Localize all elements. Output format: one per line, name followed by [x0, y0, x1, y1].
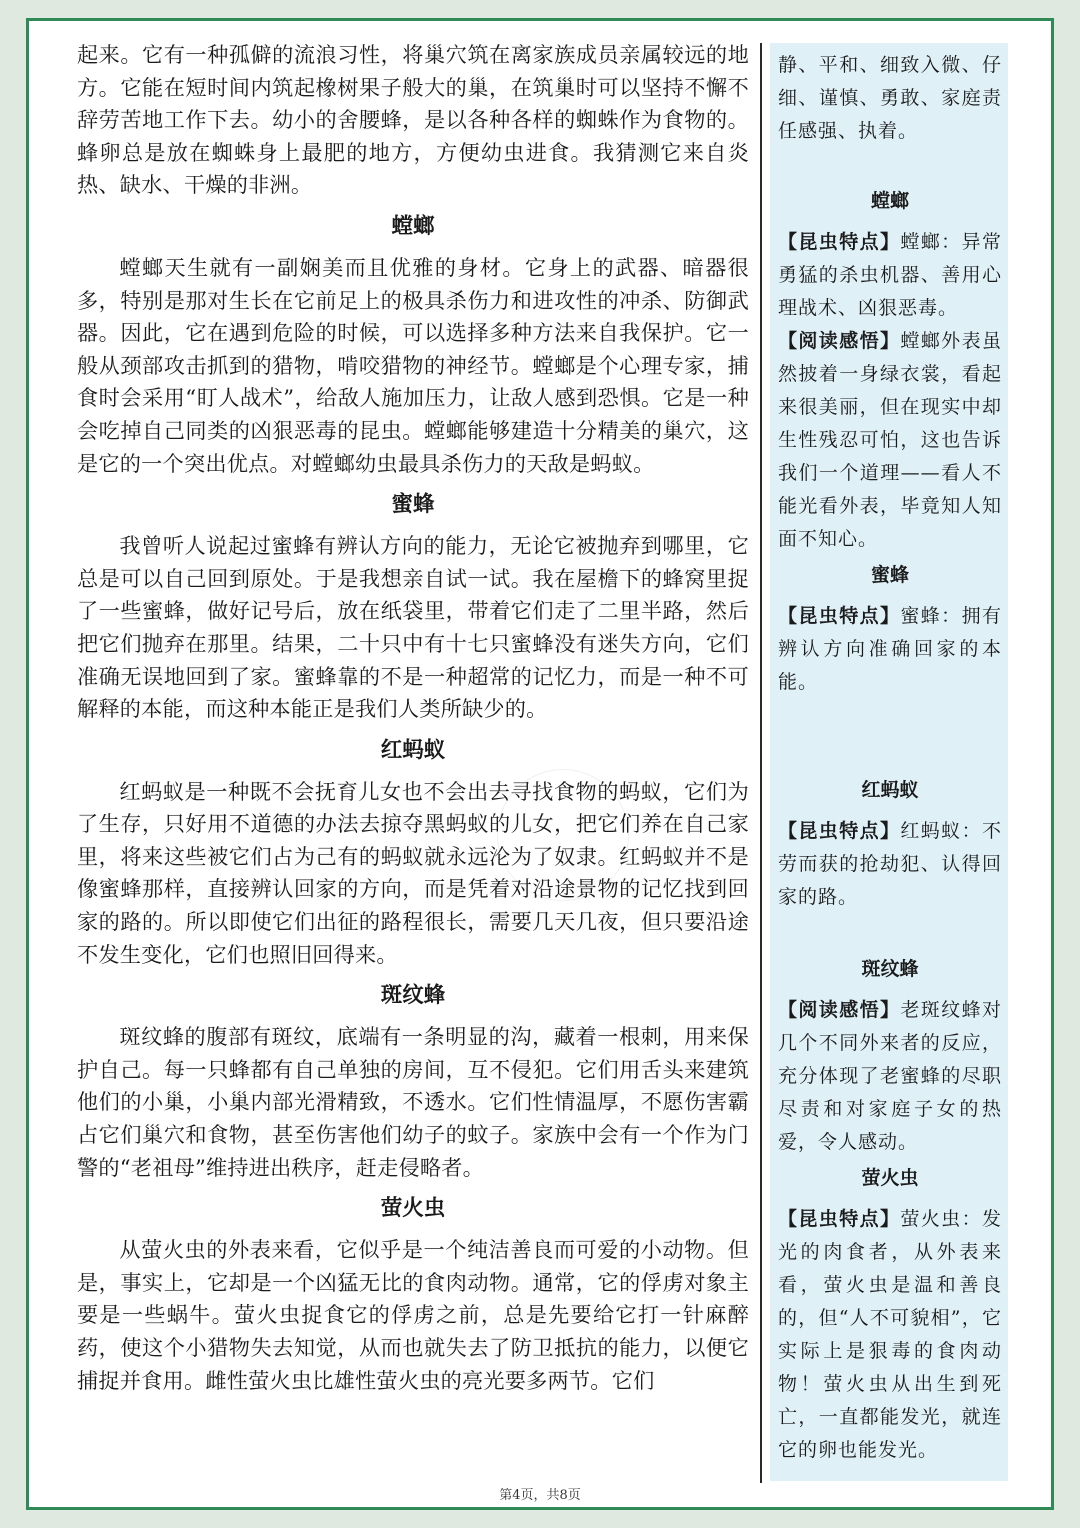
- side-title-red-ant: 红蚂蚁: [861, 779, 919, 801]
- watermark-seal: [497, 769, 629, 901]
- section-title-mantis: 螳螂: [391, 213, 435, 239]
- column-divider: [760, 43, 762, 1483]
- note-tag: 【昆虫特点】: [778, 820, 901, 842]
- side-note-bee-feature: [778, 600, 1002, 699]
- side-note-striped-bee-insight: [778, 994, 1002, 1159]
- section-body-mantis: 螳螂天生就有一副娴美而且优雅的身材。它身上的武器、暗器很多，特别是那对生长在它前足上的极具杀伤力和进攻性的冲杀、防御武器。因此，它在遇到危险的时候，可以选择多种方法来自我保护。它一般从颈部攻击抓到的猎物，啃咬猎物的神经节。螳螂是个心理专家，捕食时会采用“盯人战术”，给敌人施加压力，让敌人感到恐惧。它是一种会吃掉自己同类的凶狠恶毒的昆虫。螳螂能够建造十分精美的巢穴，这是它的一个突出优点。对螳螂幼虫最具杀伤力的天敌是蚂蚁。: [77, 254, 749, 476]
- side-note-mantis-insight: [778, 325, 1002, 556]
- side-note-red-ant-feature: [778, 815, 1002, 914]
- side-title-mantis: 螳螂: [870, 190, 909, 212]
- section-title-striped-bee: 斑纹蜂: [380, 983, 446, 1009]
- note-tag: 【阅读感悟】: [778, 330, 901, 352]
- section-title-bee: 蜜蜂: [391, 492, 435, 518]
- side-note-mantis-feature: [778, 226, 1002, 325]
- note-text: 萤火虫：发光的肉食者，从外表来看，萤火虫是温和善良的，但“人不可貌相”，它实际上是狠毒的食肉动物！萤火虫从出生到死亡，一直都能发光，就连它的卵也能发光。: [778, 1208, 1002, 1461]
- section-body-firefly: 从萤火虫的外表来看，它似乎是一个纯洁善良而可爱的小动物。但是，事实上，它却是一个凶猛无比的食肉动物。通常，它的俘虏对象主要是一些蜗牛。萤火虫捉食它的俘虏之前，总是先要给它打一针麻醉药，使这个小猎物失去知觉，从而也就失去了防卫抵抗的能力，以便它捕捉并食用。雌性萤火虫比雄性萤火虫的亮光要多两节。它们: [77, 1237, 749, 1393]
- note-tag: 【昆虫特点】: [778, 605, 901, 627]
- sidebar-notes: [770, 43, 1008, 1481]
- note-text: 螳螂外表虽然披着一身绿衣裳，看起来很美丽，但在现实中却生性残忍可怕，这也告诉我们一个道理——看人不能光看外表，毕竟知人知面不知心。: [778, 330, 1002, 550]
- page-frame: [26, 18, 1054, 1510]
- note-tag: 【昆虫特点】: [778, 1208, 901, 1230]
- note-text: 老斑纹蜂对几个不同外来者的反应，充分体现了老蜜蜂的尽职尽责和对家庭子女的热爱，令人感动。: [778, 999, 1002, 1153]
- note-text: 红蚂蚁：不劳而获的抢劫犯、认得回家的路。: [778, 820, 1002, 908]
- note-tag: 【昆虫特点】: [778, 231, 901, 253]
- section-title-firefly: 萤火虫: [380, 1196, 446, 1222]
- side-title-firefly: 萤火虫: [861, 1167, 919, 1189]
- side-title-bee: 蜜蜂: [870, 564, 909, 586]
- note-tag: 【阅读感悟】: [778, 999, 901, 1021]
- intro-paragraph: 起来。它有一种孤僻的流浪习性，将巢穴筑在离家族成员亲属较远的地方。它能在短时间内筑起橡树果子般大的巢，在筑巢时可以坚持不懈不辞劳苦地工作下去。幼小的舍腰蜂，是以各种各样的蜘蛛作为食物的。蜂卵总是放在蜘蛛身上最肥的地方，方便幼虫进食。我猜测它来自炎热、缺水、干燥的非洲。: [77, 42, 749, 198]
- section-body-bee: 我曾听人说起过蜜蜂有辨认方向的能力，无论它被抛弃到哪里，它总是可以自己回到原处。于是我想亲自试一试。我在屋檐下的蜂窝里捉了一些蜜蜂，做好记号后，放在纸袋里，带着它们走了二里半路，然后把它们抛弃在那里。结果，二十只中有十七只蜜蜂没有迷失方向，它们准确无误地回到了家。蜜蜂靠的不是一种超常的记忆力，而是一种不可解释的本能，而这种本能正是我们人类所缺少的。: [77, 533, 749, 722]
- section-body-red-ant: 红蚂蚁是一种既不会抚育儿女也不会出去寻找食物的蚂蚁，它们为了生存，只好用不道德的办法去掠夺黑蚂蚁的儿女，把它们养在自己家里，将来这些被它们占为己有的蚂蚁就永远沦为了奴隶。红蚂蚁并不是像蜜蜂那样，直接辨认回家的方向，而是凭着对沿途景物的记忆找到回家的路的。所以即使它们出征的路程很长，需要几天几夜，但只要沿途不发生变化，它们也照旧回得来。: [77, 778, 749, 967]
- side-title-striped-bee: 斑纹蜂: [861, 958, 919, 980]
- section-body-striped-bee: 斑纹蜂的腹部有斑纹，底端有一条明显的沟，藏着一根刺，用来保护自己。每一只蜂都有自己单独的房间，互不侵犯。它们用舌头来建筑他们的小巢，小巢内部光滑精致，不透水。它们性情温厚，不愿伤害霸占它们巢穴和食物，甚至伤害他们幼子的蚊子。家族中会有一个作为门警的“老祖母”维持进出秩序，赶走侵略者。: [77, 1024, 749, 1180]
- section-title-red-ant: 红蚂蚁: [380, 737, 446, 763]
- side-intro: 静、平和、细致入微、仔细、谨慎、勇敢、家庭责任感强、执着。: [778, 54, 1002, 142]
- page-number: 第4页，共8页: [499, 1488, 581, 1503]
- note-text: 蜜蜂：拥有辨认方向准确回家的本能。: [778, 605, 1002, 693]
- side-note-firefly-feature: [778, 1203, 1002, 1467]
- note-text: 螳螂：异常勇猛的杀虫机器、善用心理战术、凶狠恶毒。: [778, 231, 1002, 319]
- main-column: [77, 39, 749, 1489]
